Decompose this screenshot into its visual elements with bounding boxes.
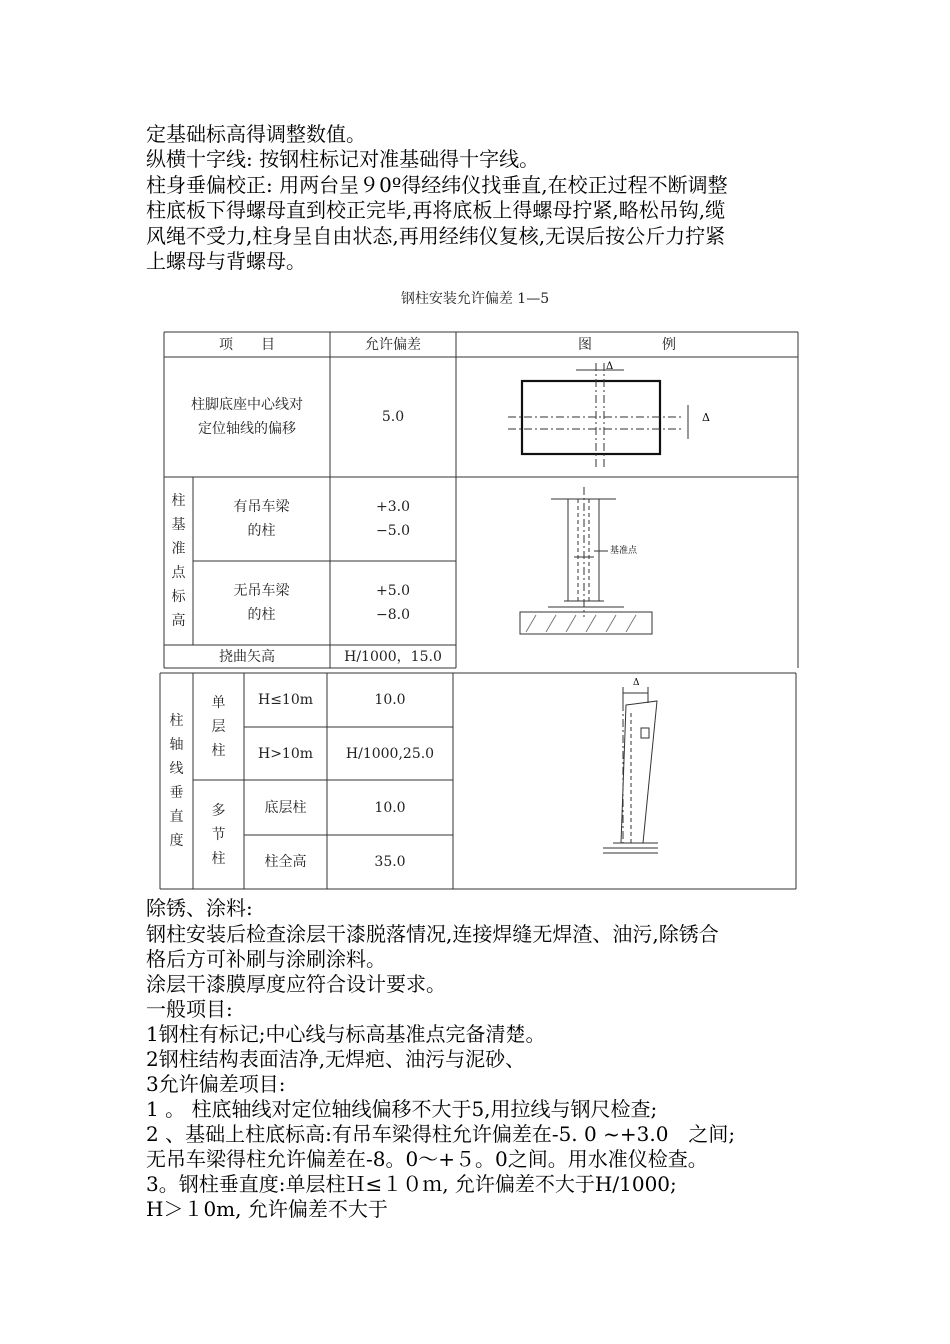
single-layer-label: 单 层 柱 bbox=[211, 694, 226, 759]
elevation-diagram bbox=[456, 477, 798, 645]
svg-text:Δ: Δ bbox=[633, 678, 640, 688]
table-caption: 钢柱安装允许偏差 1—5 bbox=[400, 291, 550, 307]
paragraph: 柱身垂偏校正: 用两台呈９0º得经纬仪找垂直,在校正过程不断调整 bbox=[146, 173, 728, 197]
multi-r1-label: 底层柱 bbox=[264, 799, 307, 816]
paragraph: 钢柱安装后检查涂层干漆脱落情况,连接焊缝无焊渣、油污,除锈合 bbox=[146, 922, 719, 946]
paragraph: 涂层干漆膜厚度应符合设计要求。 bbox=[146, 972, 446, 996]
bending-value: H/1000，15.0 bbox=[344, 648, 442, 665]
svg-text:Δ: Δ bbox=[702, 411, 710, 424]
paragraph: 纵横十字线: 按钢柱标记对准基础得十字线。 bbox=[146, 147, 540, 171]
single-r2-label: H>10m bbox=[257, 745, 314, 762]
paragraph: 2钢柱结构表面洁净,无焊疤、油污与泥砂、 bbox=[146, 1047, 526, 1071]
paragraph: 除锈、涂料: bbox=[146, 896, 253, 920]
multi-r2-value: 35.0 bbox=[374, 854, 406, 870]
paragraph: 3允许偏差项目: bbox=[146, 1072, 286, 1096]
paragraph: 1 。 柱底轴线对定位轴线偏移不大于5,用拉线与钢尺检查; bbox=[146, 1097, 658, 1121]
single-r2-value: H/1000,25.0 bbox=[345, 745, 435, 762]
multi-section-label: 多 节 柱 bbox=[211, 802, 226, 867]
elevation-group-label: 柱 基 准 点 标 高 bbox=[171, 493, 186, 629]
paragraph: 无吊车梁得柱允许偏差在-8。0～+５。0之间。用水准仪检查。 bbox=[146, 1147, 708, 1171]
paragraph: 上螺母与背螺母。 bbox=[146, 249, 306, 273]
multi-r2-label: 柱全高 bbox=[264, 854, 307, 870]
paragraph: 2 、基础上柱底标高:有吊车梁得柱允许偏差在-5. 0 ~+3.0 之间; bbox=[146, 1122, 736, 1146]
verticality-diagram bbox=[453, 673, 796, 889]
verticality-group-label: 柱 轴 线 垂 直 度 bbox=[169, 713, 184, 849]
center-offset-label: 柱脚底座中心线对 定位轴线的偏移 bbox=[191, 397, 303, 437]
bending-label: 挠曲矢高 bbox=[219, 648, 275, 665]
multi-r1-value: 10.0 bbox=[374, 799, 406, 816]
paragraph: 一般项目: bbox=[146, 997, 233, 1021]
center-offset-value: 5.0 bbox=[381, 409, 405, 425]
paragraph: 定基础标高得调整数值。 bbox=[146, 122, 366, 146]
single-r1-value: 10.0 bbox=[374, 692, 406, 708]
paragraph: 3。钢柱垂直度:单层柱Ｈ≤１０ｍ, 允许偏差不大于H/1000; bbox=[146, 1172, 677, 1196]
without-crane-value: +5.0 −8.0 bbox=[376, 583, 410, 623]
paragraph: 1钢柱有标记;中心线与标高基准点完备清楚。 bbox=[146, 1022, 546, 1046]
header-tolerance: 允许偏差 bbox=[365, 336, 421, 353]
single-r1-label: H≤10m bbox=[257, 692, 314, 708]
with-crane-label: 有吊车梁 的柱 bbox=[233, 499, 290, 539]
paragraph: H＞１0m, 允许偏差不大于 bbox=[146, 1197, 388, 1221]
paragraph: 风绳不受力,柱身呈自由状态,再用经纬仪复核,无误后按公斤力拧紧 bbox=[146, 224, 726, 248]
svg-text:基准点: 基准点 bbox=[610, 546, 638, 556]
header-diagram: 图 例 bbox=[578, 336, 676, 353]
paragraph: 柱底板下得螺母直到校正完毕,再将底板上得螺母拧紧,略松吊钩,缆 bbox=[146, 198, 726, 222]
without-crane-label: 无吊车梁 的柱 bbox=[233, 583, 290, 623]
with-crane-value: +3.0 −5.0 bbox=[376, 499, 410, 539]
paragraph: 格后方可补刷与涂刷涂料。 bbox=[146, 947, 386, 971]
base-offset-diagram bbox=[456, 357, 798, 477]
svg-text:Δ: Δ bbox=[606, 361, 614, 372]
header-item: 项 目 bbox=[219, 336, 275, 353]
